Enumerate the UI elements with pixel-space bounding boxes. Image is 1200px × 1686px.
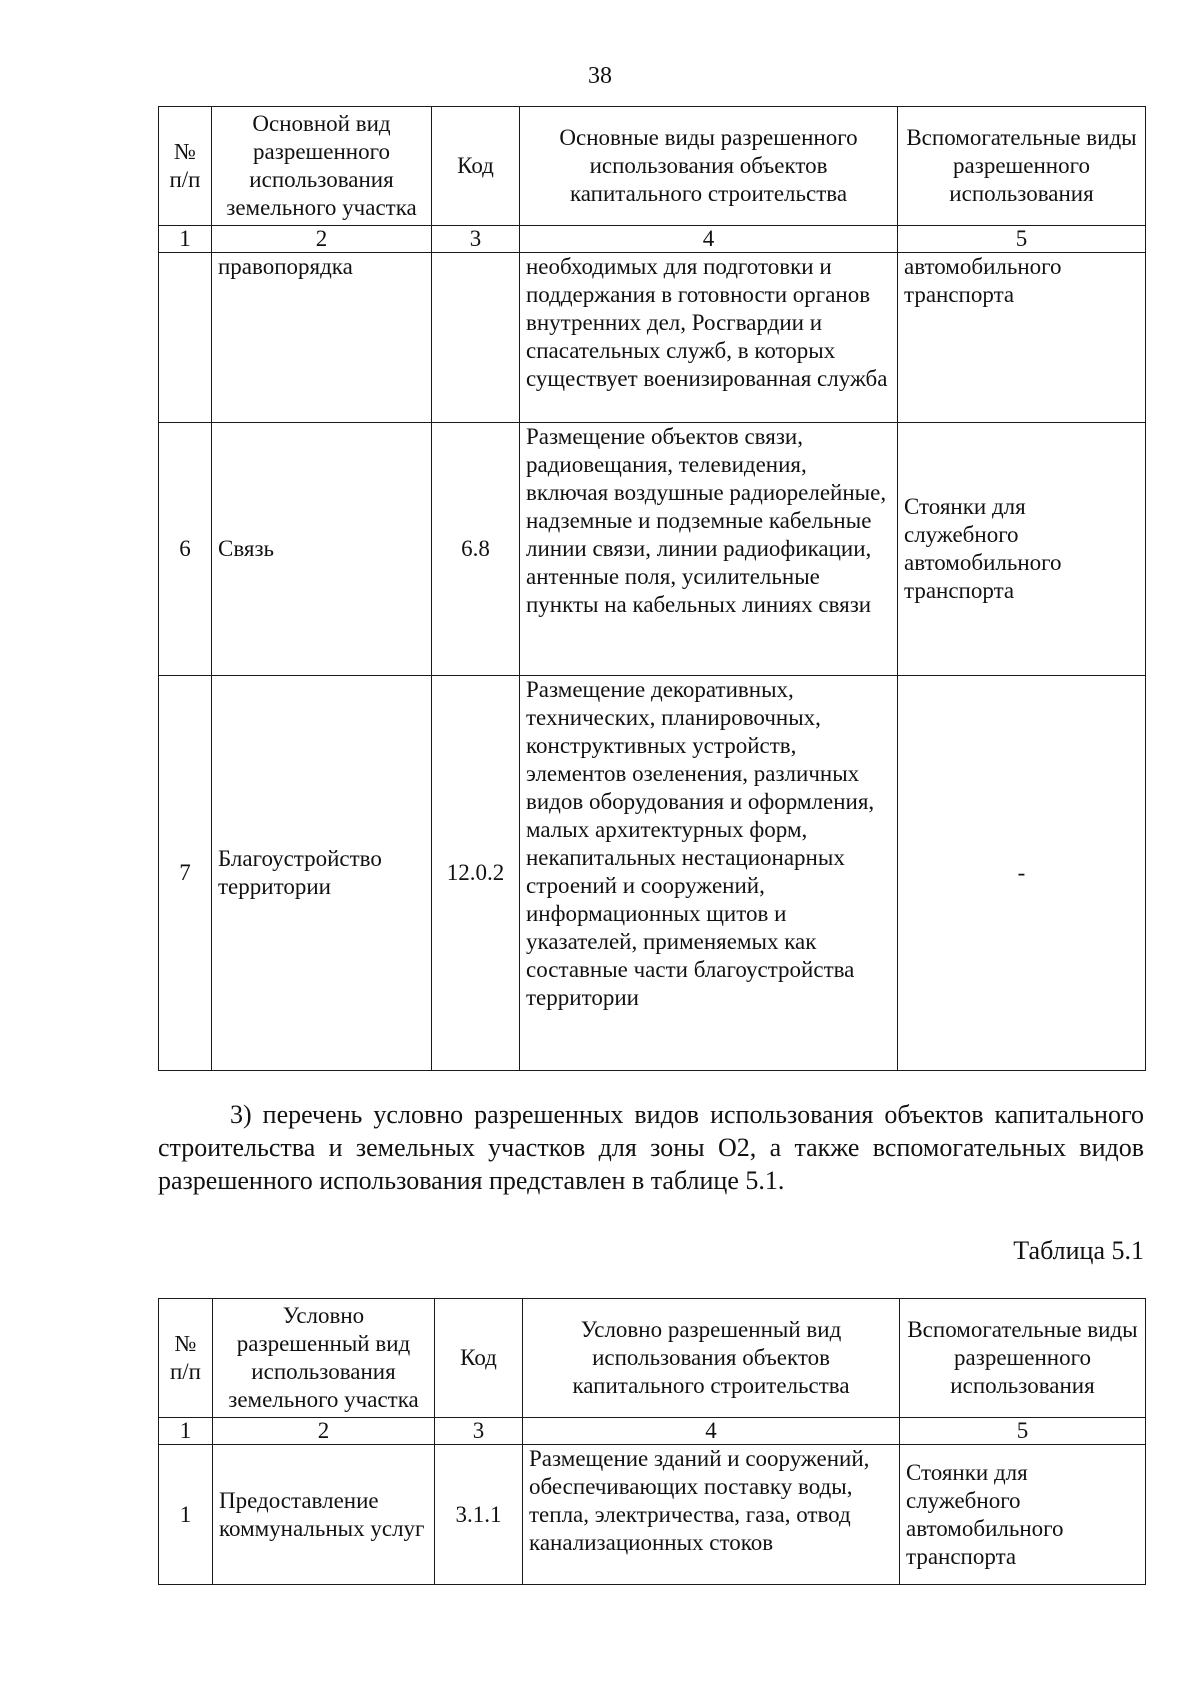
auxiliary-use: Стоянки для служебного автомобильного транспорта: [900, 1445, 1146, 1585]
table-row: [159, 676, 1146, 1071]
header-cell: Основные виды разрешенного использования объектов капитального строительства: [520, 107, 898, 226]
use-code: 12.0.2: [432, 676, 520, 1071]
header-cell: Условно разрешенный вид использования земельного участка: [213, 1299, 435, 1418]
body-paragraph: 3) перечень условно разрешенных видов использования объектов капитального строительства и земельных участков для зоны О2, а также вспомогательных видов разрешенного использования представлен в таблице 5.1.: [158, 1100, 1144, 1195]
header-cell: Вспомогательные виды разрешенного использования: [898, 107, 1146, 226]
header-cell: Основной вид разрешенного использования земельного участка: [212, 107, 432, 226]
table-row: [159, 253, 1146, 423]
column-number: 5: [900, 1418, 1146, 1445]
auxiliary-use: Стоянки для служебного автомобильного транспорта: [898, 423, 1146, 676]
column-number: 1: [159, 1418, 213, 1445]
land-use-name: Связь: [212, 423, 432, 676]
table-header-row: [159, 1299, 1146, 1418]
use-code: [432, 253, 520, 423]
column-number: 4: [523, 1418, 900, 1445]
page-number: 38: [588, 63, 612, 89]
main-use-description: Размещение зданий и сооружений, обеспечивающих поставку воды, тепла, электричества, газа, отвод канализационных стоков: [523, 1445, 900, 1585]
header-cell: Вспомогательные виды разрешенного использования: [900, 1299, 1146, 1418]
column-number: 3: [435, 1418, 523, 1445]
table-row: [159, 423, 1146, 676]
row-number: 6: [159, 423, 212, 676]
permitted-use-table: [158, 106, 1146, 1071]
header-cell: Условно разрешенный вид использования объектов капитального строительства: [523, 1299, 900, 1418]
land-use-name: Предоставление коммунальных услуг: [213, 1445, 435, 1585]
row-number: 1: [159, 1445, 213, 1585]
main-use-description: необходимых для подготовки и поддержания в готовности органов внутренних дел, Росгвардии и спасательных служб, в которых существует военизированная служба: [520, 253, 898, 423]
table-caption: Таблица 5.1: [1013, 1236, 1144, 1265]
conditional-use-table: [158, 1298, 1146, 1585]
table-header-row: [159, 107, 1146, 226]
land-use-name: правопорядка: [212, 253, 432, 423]
column-number-row: [159, 1418, 1146, 1445]
column-number: 5: [898, 226, 1146, 253]
land-use-name: Благоустройство территории: [212, 676, 432, 1071]
header-cell: № п/п: [159, 1299, 213, 1418]
column-number: 4: [520, 226, 898, 253]
column-number: 3: [432, 226, 520, 253]
header-cell: Код: [432, 107, 520, 226]
main-use-description: Размещение объектов связи, радиовещания, телевидения, включая воздушные радиорелейные, надземные и подземные кабельные линии связи, линии радиофикации, антенные поля, усилительные пункты на кабельных линиях связи: [520, 423, 898, 676]
use-code: 6.8: [432, 423, 520, 676]
auxiliary-use: -: [898, 676, 1146, 1071]
row-number: [159, 253, 212, 423]
main-use-description: Размещение декоративных, технических, планировочных, конструктивных устройств, элементов озеленения, различных видов оборудования и оформления, малых архитектурных форм, некапитальных нестационарных строений и сооружений, информационных щитов и указателей, применяемых как составные части благоустройства территории: [520, 676, 898, 1071]
column-number: 2: [213, 1418, 435, 1445]
use-code: 3.1.1: [435, 1445, 523, 1585]
table-row: [159, 1445, 1146, 1585]
column-number: 1: [159, 226, 212, 253]
row-number: 7: [159, 676, 212, 1071]
header-cell: Код: [435, 1299, 523, 1418]
auxiliary-use: автомобильного транспорта: [898, 253, 1146, 423]
column-number-row: [159, 226, 1146, 253]
column-number: 2: [212, 226, 432, 253]
header-cell: № п/п: [159, 107, 212, 226]
